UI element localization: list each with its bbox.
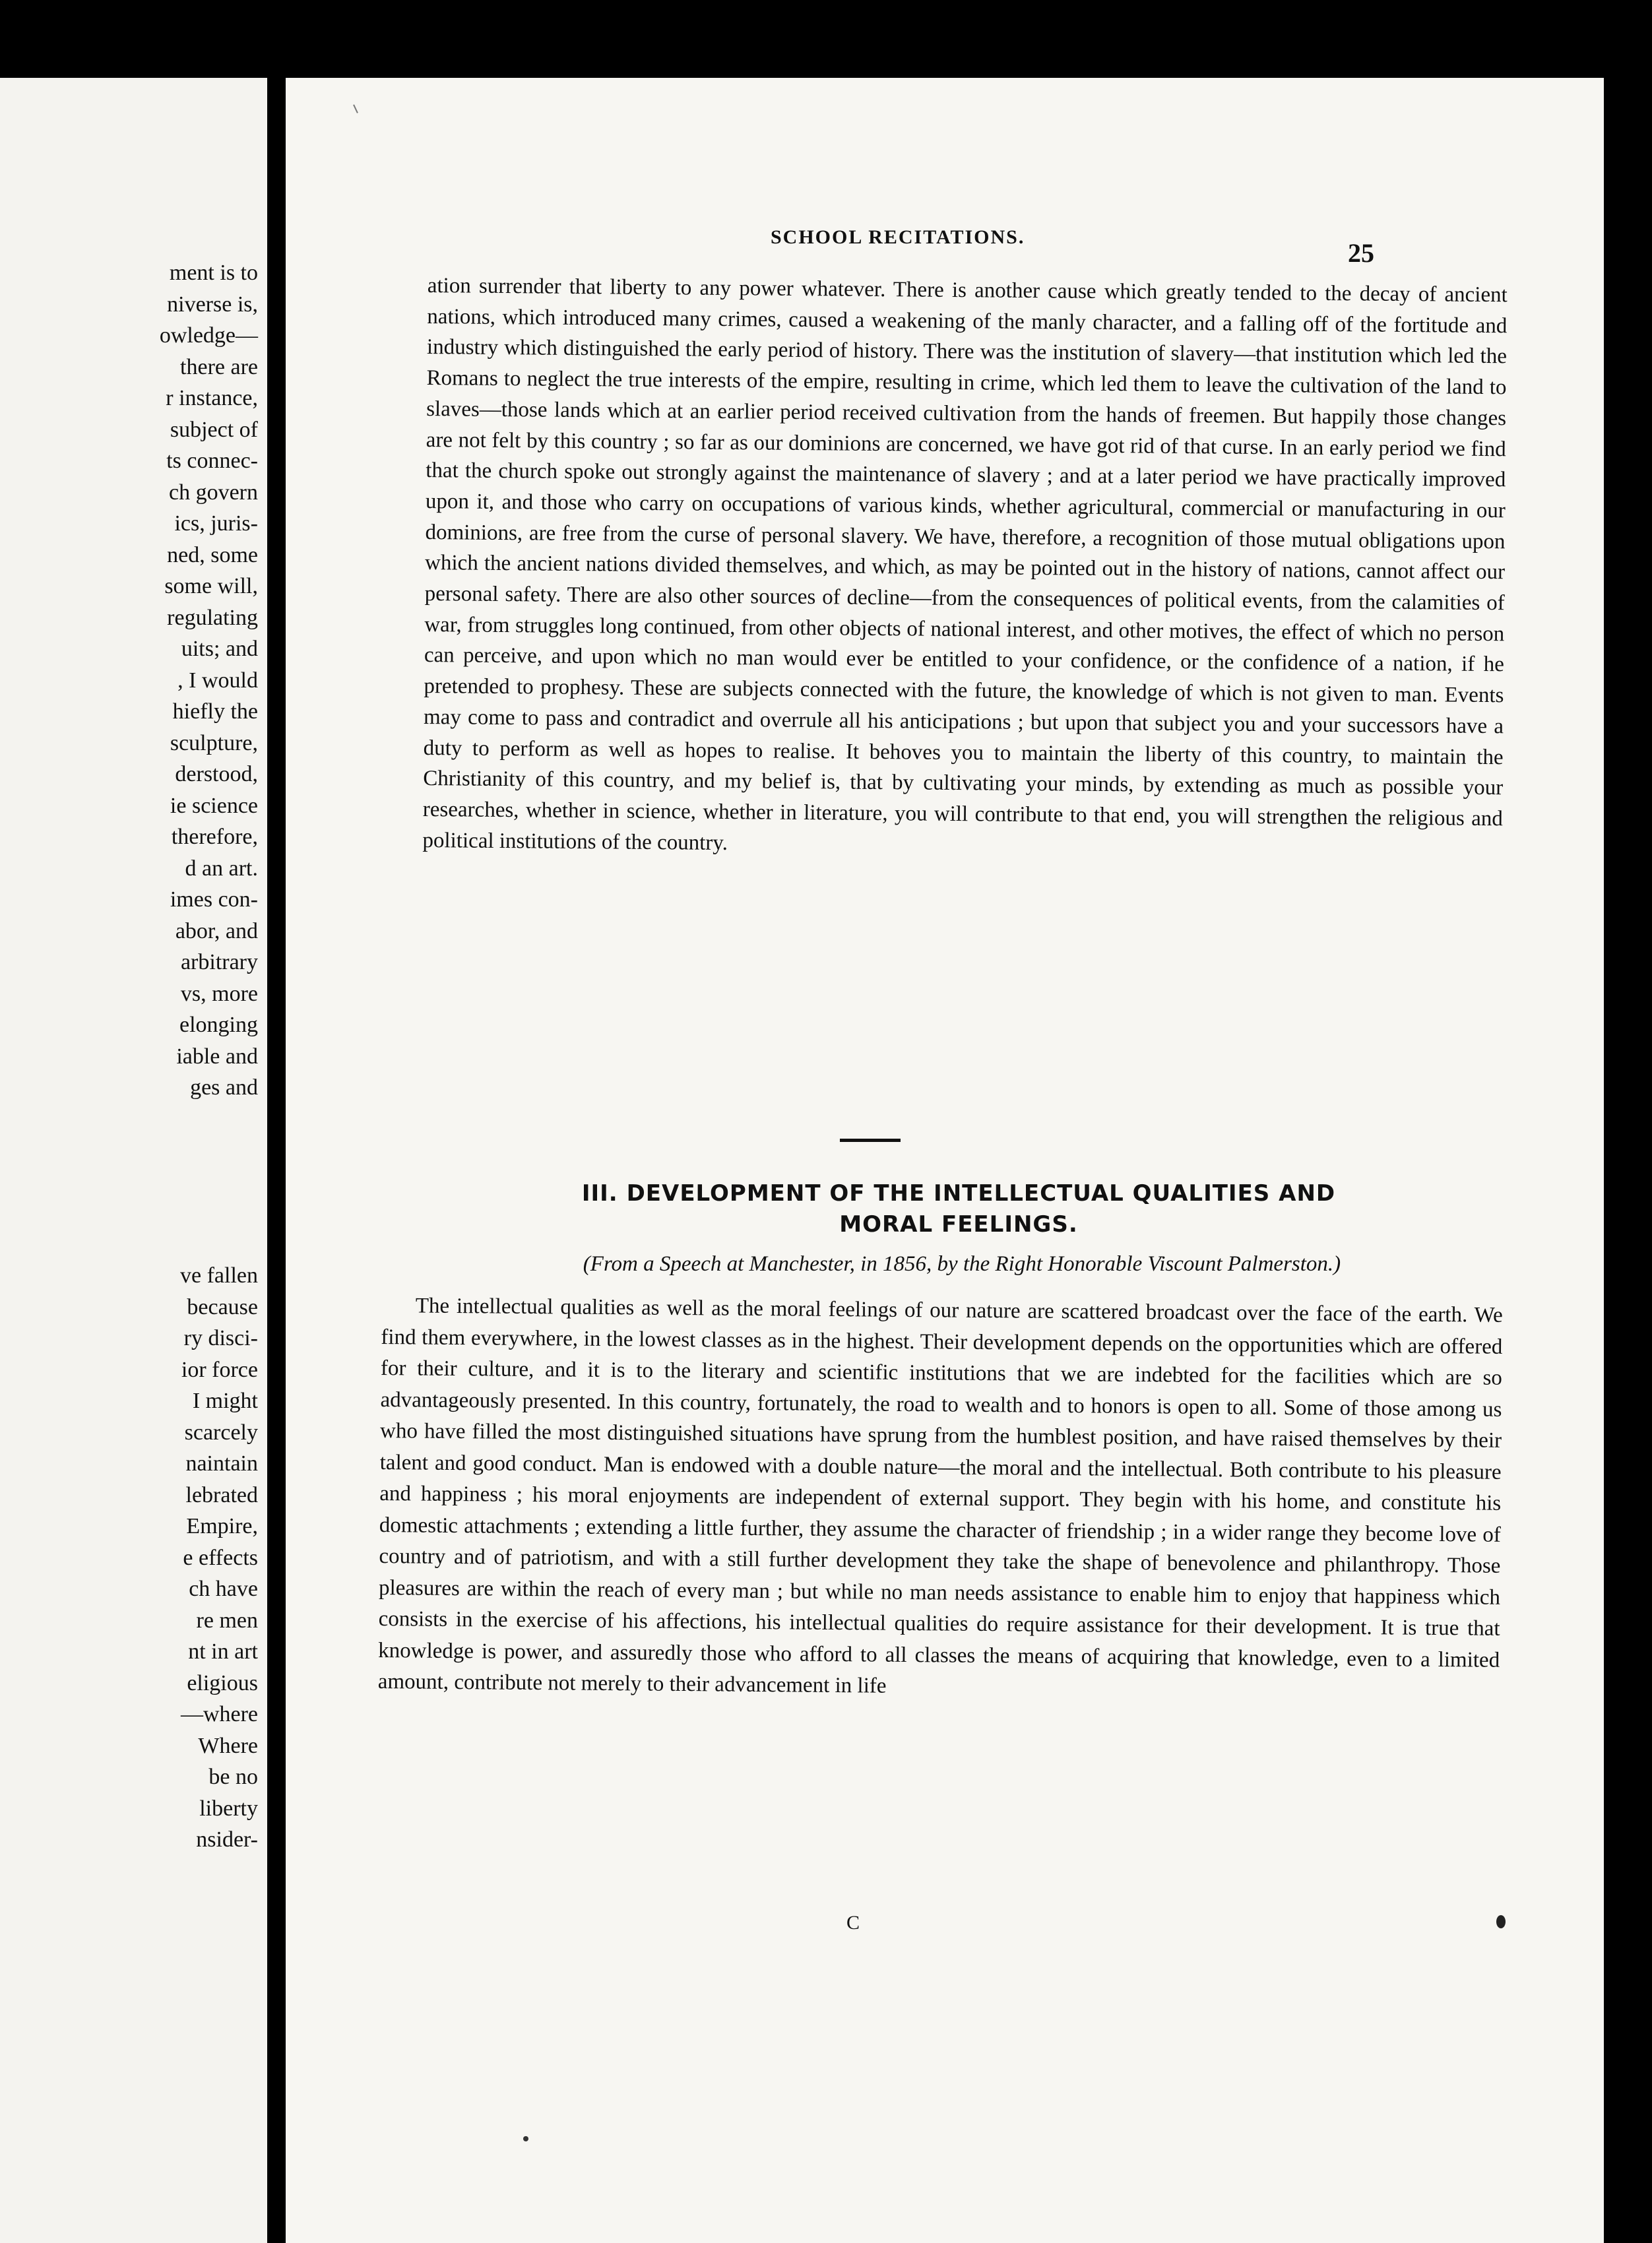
left-page-line: uits; and <box>181 637 258 661</box>
left-page-line: subject of <box>170 417 258 442</box>
page-number: 25 <box>1348 238 1374 268</box>
left-page-line: ges and <box>190 1075 258 1100</box>
left-page-line: ned, some <box>167 542 258 567</box>
section-title-line-2: MORAL FEELINGS. <box>839 1211 1078 1238</box>
left-page-line: ve fallen <box>180 1263 258 1288</box>
left-page-line: owledge— <box>159 323 258 348</box>
left-page-line: , I would <box>177 668 258 693</box>
left-page-line: ie science <box>170 793 258 818</box>
left-page-line: Where <box>198 1733 258 1758</box>
left-page-line: ment is to <box>169 261 258 285</box>
book-gutter <box>267 78 286 2243</box>
speech-attribution: (From a Speech at Manchester, in 1856, by the Right Honorable Viscount Palmerston.) <box>583 1252 1341 1276</box>
left-page-line: vs, more <box>180 981 258 1006</box>
left-page-line: ch govern <box>168 480 258 505</box>
left-page-line: Empire, <box>186 1514 258 1538</box>
left-page-line: iable and <box>176 1044 258 1069</box>
left-page-line: nsider- <box>196 1827 258 1852</box>
left-page-line: therefore, <box>171 825 258 849</box>
left-page-line: arbitrary <box>180 950 258 974</box>
left-page-line: elonging <box>179 1013 258 1037</box>
signature-mark: C <box>846 1912 860 1934</box>
left-page-line: ior force <box>181 1357 258 1382</box>
left-page-line: abor, and <box>175 918 258 943</box>
left-page-line: scarcely <box>184 1420 258 1445</box>
left-page-fragment <box>0 78 267 2243</box>
print-speck <box>523 2136 528 2141</box>
body-paragraph-2: The intellectual qualities as well as the moral feelings of our nature are scattered broadcast over the face of the earth. We find them everywhere, in the lowest classes as in the highest. Their development depends on the opportunities which are offered for their culture, and it is to the literary and scientific institutions that we are indebted for the facilities which are so advantageously presented. In this country, fortunately, the road to wealth and to honors is open to all. Some of those among us who have filled the most distinguished situations have sprung from the humblest position, and have raised themselves by their talent and good conduct. Man is endowed with a double nature—the moral and the intellectual. Both contribute to his pleasure and happiness ; his moral enjoyments are independent of external support. They begin with his home, and constitute his domestic attachments ; extending a little further, they assume the character of friendship ; in a wider range they become love of country and of patriotism, and with a still further development they take the shape of benevolence and philanthropy. Those pleasures are within the reach of every man ; but while no man needs assistance to enable him to enjoy that happiness which consists in the exercise of his affections, his intellectual qualities do require assistance for their development. It is true that knowledge is power, and assuredly those who afford to all classes the means of acquiring that knowledge, even to a limited amount, contribute not merely to their advancement in life <box>377 1294 1503 1698</box>
left-page-line: nt in art <box>188 1639 258 1664</box>
right-page <box>286 78 1604 2243</box>
left-page-line: derstood, <box>175 762 258 786</box>
left-page-line: ics, juris- <box>174 511 258 536</box>
section-title <box>398 1178 1519 1240</box>
left-page-line: eligious <box>187 1670 258 1695</box>
left-page-line: there are <box>180 354 258 379</box>
stray-mark <box>353 104 358 113</box>
left-page-line: ch have <box>189 1577 258 1601</box>
left-page-line: niverse is, <box>167 292 258 317</box>
left-page-line: lebrated <box>185 1482 258 1507</box>
scan-border <box>1604 78 1652 2243</box>
left-page-line: re men <box>196 1608 258 1633</box>
left-page-line: imes con- <box>170 887 258 912</box>
left-page-line: some will, <box>164 574 258 598</box>
left-page-line: because <box>187 1294 258 1319</box>
left-page-line: r instance, <box>166 386 258 410</box>
left-page-line: regulating <box>167 605 258 630</box>
left-page-line: hiefly the <box>172 699 258 724</box>
left-page-line: be no <box>208 1765 258 1789</box>
section-divider-rule <box>840 1139 901 1142</box>
left-page-line: ts connec- <box>166 449 258 473</box>
left-page-line: sculpture, <box>170 730 258 755</box>
left-page-line: e effects <box>183 1545 258 1570</box>
left-page-line: —where <box>180 1702 258 1726</box>
ink-blot <box>1496 1915 1506 1928</box>
body-paragraph-1: ation surrender that liberty to any power whatever. There is another cause which greatly tended to the decay of ancient nations, which introduced many crimes, caused a weakening of the manly character, and a falling off of the fortitude and industry which distinguished the early period of history. There was the institution of slavery—that institution which led the Romans to neglect the true interests of the empire, resulting in crime, which led them to leave the cultivation of the land to slaves—those lands which at an earlier period received cultivation from the hands of freemen. But happily those changes are not felt by this country ; so far as our dominions are concerned, we have got rid of that curse. In an early period we find that the church spoke out strongly against the maintenance of slavery ; and at a later period we have practically improved upon it, and those who carry on occupations of various kinds, whether agricultural, commercial or manufacturing in our dominions, are free from the curse of personal slavery. We have, therefore, a recognition of those mutual obligations upon which the ancient nations divided themselves, and which, as may be pointed out in the history of nations, cannot affect our personal safety. There are also other sources of decline—from the consequences of political events, from the calamities of war, from struggles long continued, from other objects of national interest, and other motives, the effect of which no person can perceive, and upon which no man would ever be entitled to your confidence, or the confidence of a nation, if he pretended to prophesy. These are subjects connected with the future, the knowledge of which is not given to man. Events may come to pass and contradict and overrule all his anticipations ; but upon that subject you and your successors have a duty to perform as well as hopes to realise. It behoves you to maintain the liberty of this country, to maintain the Christianity of this country, and my belief is, that by cultivating your minds, by extending as much as possible your researches, whether in science, whether in literature, you will contribute to that end, you will strengthen the religious and political institutions of the country. <box>422 273 1508 855</box>
section-title-line-1: III. DEVELOPMENT OF THE INTELLECTUAL QUALITIES AND <box>581 1180 1336 1207</box>
left-page-line: d an art. <box>185 856 258 881</box>
left-page-line: liberty <box>199 1796 258 1821</box>
left-page-line: I might <box>192 1389 258 1413</box>
running-head: SCHOOL RECITATIONS. <box>771 226 1025 248</box>
left-page-line: naintain <box>185 1451 258 1476</box>
left-page-line: ry disci- <box>183 1326 258 1350</box>
